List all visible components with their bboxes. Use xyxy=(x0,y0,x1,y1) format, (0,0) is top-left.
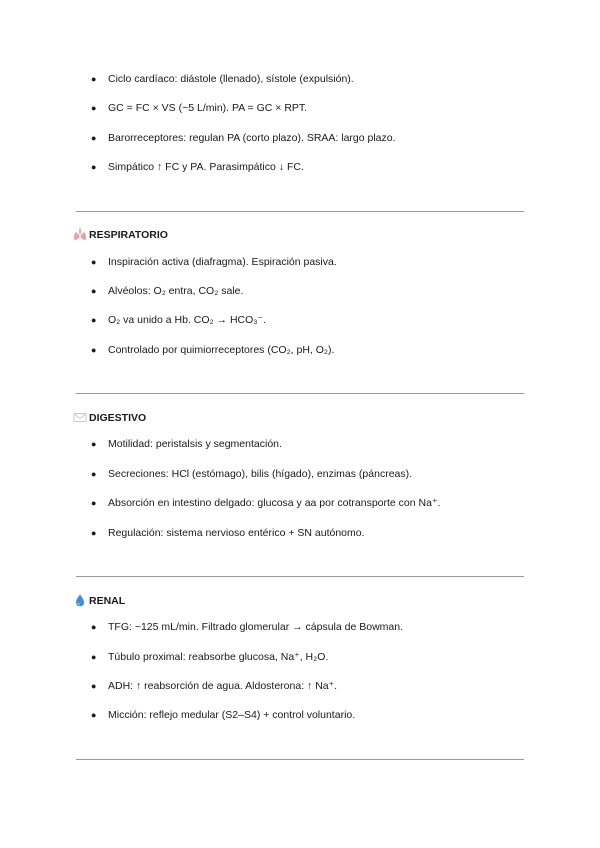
stomach-icon xyxy=(73,411,87,424)
section-heading xyxy=(73,228,168,242)
section-title: DIGESTIVO xyxy=(89,412,147,424)
bullet: ● xyxy=(91,286,97,296)
bullet: ● xyxy=(91,74,97,84)
section-divider xyxy=(76,393,524,394)
list-item-text: Inspiración activa (diafragma). Espiración pasiva. xyxy=(108,256,337,268)
list-item-text: Regulación: sistema nervioso entérico + SN autónomo. xyxy=(108,527,365,539)
bullet: ● xyxy=(91,257,97,267)
section-divider xyxy=(76,211,524,212)
section-title: RESPIRATORIO xyxy=(89,229,168,241)
list-item-text: Micción: reflejo medular (S2–S4) + control voluntario. xyxy=(108,709,356,721)
section-heading xyxy=(73,411,146,425)
section-title: RENAL xyxy=(89,595,126,607)
list-item-text: Alvéolos: O₂ entra, CO₂ sale. xyxy=(108,285,244,297)
bullet: ● xyxy=(91,162,97,172)
list-item-text: GC = FC × VS (~5 L/min). PA = GC × RPT. xyxy=(108,102,308,114)
lungs-icon xyxy=(73,228,87,241)
bullet: ● xyxy=(91,498,97,508)
list-item-text: Secreciones: HCl (estómago), bilis (hígado), enzimas (páncreas). xyxy=(108,468,413,480)
section-heading xyxy=(73,594,125,608)
list-item-text: Motilidad: peristalsis y segmentación. xyxy=(108,438,282,450)
bullet: ● xyxy=(91,103,97,113)
list-item-text: Ciclo cardíaco: diástole (llenado), sístole (expulsión). xyxy=(108,73,354,85)
bullet: ● xyxy=(91,133,97,143)
list-item-text: Controlado por quimiorreceptores (CO₂, pH, O₂). xyxy=(108,344,335,356)
list-item-text: Túbulo proximal: reabsorbe glucosa, Na⁺, H₂O. xyxy=(108,651,329,663)
section-divider xyxy=(76,576,524,577)
bullet: ● xyxy=(91,681,97,691)
list-item-text: Simpático ↑ FC y PA. Parasimpático ↓ FC. xyxy=(108,161,304,173)
section-divider xyxy=(76,759,524,760)
bullet: ● xyxy=(91,652,97,662)
bullet: ● xyxy=(91,439,97,449)
bullet: ● xyxy=(91,469,97,479)
list-item-text: ADH: ↑ reabsorción de agua. Aldosterona: ↑ Na⁺. xyxy=(108,680,338,692)
list-item-text: O₂ va unido a Hb. CO₂ → HCO₃⁻. xyxy=(108,314,267,326)
bullet: ● xyxy=(91,710,97,720)
droplet-icon xyxy=(73,594,87,607)
bullet: ● xyxy=(91,345,97,355)
list-item-text: Absorción en intestino delgado: glucosa y aa por cotransporte con Na⁺. xyxy=(108,497,441,509)
bullet: ● xyxy=(91,315,97,325)
list-item-text: Barorreceptores: regulan PA (corto plazo). SRAA: largo plazo. xyxy=(108,132,396,144)
bullet: ● xyxy=(91,622,97,632)
bullet: ● xyxy=(91,528,97,538)
list-item-text: TFG: ~125 mL/min. Filtrado glomerular → cápsula de Bowman. xyxy=(108,621,403,633)
